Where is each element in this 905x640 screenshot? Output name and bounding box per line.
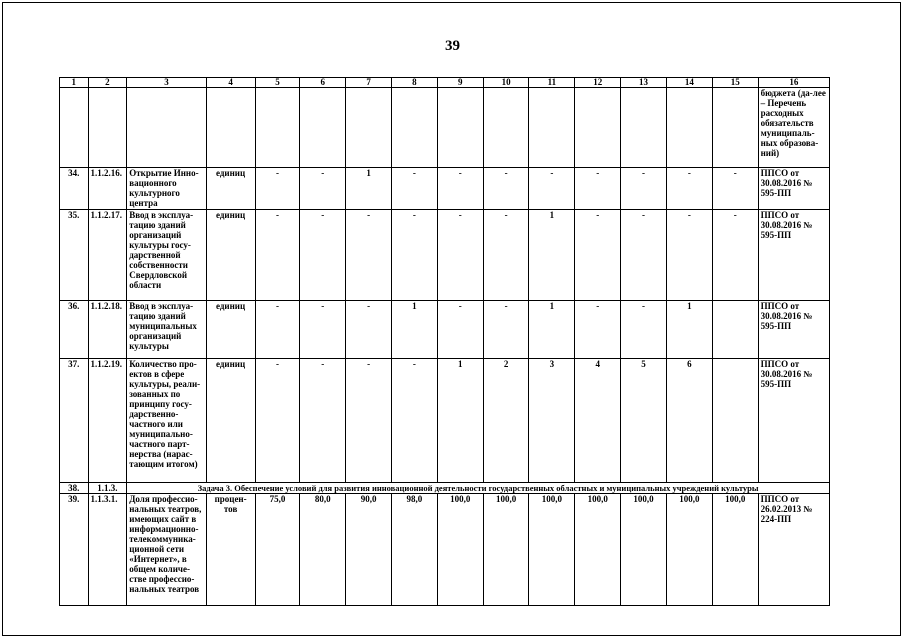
table-row <box>60 88 830 168</box>
value-cell: - <box>666 210 712 301</box>
value-cell: - <box>255 210 300 301</box>
value-cell: - <box>255 168 300 210</box>
unit-cell: единиц <box>206 359 255 483</box>
value-cell: 6 <box>666 359 712 483</box>
indicator-name: Доля профессио-нальных театров, имеющих сайт в информационно-телекоммуника-ционной сети «Интернет», в общем количе-стве профессио-нальных театров <box>127 494 206 606</box>
value-cell: 3 <box>529 359 575 483</box>
header-cell: 16 <box>758 78 829 88</box>
header-cell: 11 <box>529 78 575 88</box>
value-cell: - <box>300 210 346 301</box>
value-cell: - <box>300 359 346 483</box>
value-cell: 100,0 <box>575 494 621 606</box>
indicator-name: Ввод в эксплуа-тацию зданий организаций культуры госу-дарственной собственности Свердловской области <box>127 210 206 301</box>
row-code: 1.1.3. <box>88 483 127 494</box>
indicator-table <box>59 77 830 606</box>
value-cell: - <box>712 168 758 210</box>
indicator-name: Открытие Инно-вационного культурного центра <box>127 168 206 210</box>
row-code: 1.1.2.18. <box>88 301 127 359</box>
cell-text: бюджета (да-лее – Перечень расходных обязательств муниципаль-ных образова-ний) <box>758 88 829 168</box>
value-cell: - <box>483 210 529 301</box>
row-code: 1.1.2.19. <box>88 359 127 483</box>
value-cell: - <box>712 210 758 301</box>
unit-cell: единиц <box>206 168 255 210</box>
value-cell: 2 <box>483 359 529 483</box>
row-number: 36. <box>60 301 89 359</box>
value-cell: - <box>346 301 392 359</box>
value-cell: - <box>529 168 575 210</box>
table-row <box>60 210 830 301</box>
value-cell: - <box>392 359 438 483</box>
value-cell: - <box>392 168 438 210</box>
header-cell: 2 <box>88 78 127 88</box>
table-row <box>60 168 830 210</box>
row-code: 1.1.2.16. <box>88 168 127 210</box>
value-cell: - <box>621 210 667 301</box>
value-cell: 1 <box>529 301 575 359</box>
value-cell: 90,0 <box>346 494 392 606</box>
task-row <box>60 483 830 494</box>
value-cell: - <box>300 301 346 359</box>
value-cell: - <box>483 168 529 210</box>
header-cell: 5 <box>255 78 300 88</box>
value-cell: 1 <box>346 168 392 210</box>
header-cell: 6 <box>300 78 346 88</box>
header-cell: 4 <box>206 78 255 88</box>
value-cell: - <box>621 301 667 359</box>
value-cell: - <box>437 168 483 210</box>
value-cell: - <box>437 301 483 359</box>
value-cell: - <box>575 301 621 359</box>
row-number: 39. <box>60 494 89 606</box>
header-cell: 13 <box>621 78 667 88</box>
value-cell: - <box>346 359 392 483</box>
legal-doc: ППСО от 30.08.2016 № 595-ПП <box>758 210 829 301</box>
row-number: 34. <box>60 168 89 210</box>
header-cell: 14 <box>666 78 712 88</box>
unit-cell: единиц <box>206 301 255 359</box>
legal-doc: ППСО от 30.08.2016 № 595-ПП <box>758 168 829 210</box>
row-number: 37. <box>60 359 89 483</box>
value-cell: 100,0 <box>437 494 483 606</box>
value-cell: 1 <box>529 210 575 301</box>
row-code: 1.1.2.17. <box>88 210 127 301</box>
header-row <box>60 78 830 88</box>
value-cell: - <box>392 210 438 301</box>
value-cell: 75,0 <box>255 494 300 606</box>
header-cell: 3 <box>127 78 206 88</box>
value-cell: 100,0 <box>529 494 575 606</box>
value-cell: - <box>255 359 300 483</box>
task-title: Задача 3. Обеспечение условий для развития инновационной деятельности государственных областных и муниципальных учреждений культуры <box>127 483 830 494</box>
header-cell: 1 <box>60 78 89 88</box>
value-cell: - <box>575 210 621 301</box>
value-cell: 100,0 <box>483 494 529 606</box>
legal-doc: ППСО от 30.08.2016 № 595-ПП <box>758 301 829 359</box>
header-cell: 10 <box>483 78 529 88</box>
legal-doc: ППСО от 30.08.2016 № 595-ПП <box>758 359 829 483</box>
value-cell: - <box>575 168 621 210</box>
value-cell: - <box>666 168 712 210</box>
header-cell: 9 <box>437 78 483 88</box>
value-cell: 1 <box>666 301 712 359</box>
value-cell <box>712 359 758 483</box>
value-cell: 1 <box>437 359 483 483</box>
value-cell: - <box>483 301 529 359</box>
page-number: 39 <box>445 38 460 54</box>
value-cell: - <box>437 210 483 301</box>
table-row <box>60 494 830 606</box>
unit-cell: единиц <box>206 210 255 301</box>
value-cell <box>712 301 758 359</box>
table-row <box>60 359 830 483</box>
value-cell: 80,0 <box>300 494 346 606</box>
header-cell: 12 <box>575 78 621 88</box>
value-cell: 100,0 <box>712 494 758 606</box>
row-number: 38. <box>60 483 89 494</box>
indicator-name: Количество про-ектов в сфере культуры, реали-зованных по принципу госу-дарственно-частного или муниципально-частного парт-нерства (нарас-тающим итогом) <box>127 359 206 483</box>
indicator-name: Ввод в эксплуа-тацию зданий муниципальных организаций культуры <box>127 301 206 359</box>
header-cell: 15 <box>712 78 758 88</box>
header-cell: 8 <box>392 78 438 88</box>
header-cell: 7 <box>346 78 392 88</box>
value-cell: 1 <box>392 301 438 359</box>
value-cell: 100,0 <box>666 494 712 606</box>
value-cell: - <box>346 210 392 301</box>
row-number: 35. <box>60 210 89 301</box>
value-cell: 4 <box>575 359 621 483</box>
value-cell: 100,0 <box>621 494 667 606</box>
value-cell: - <box>300 168 346 210</box>
value-cell: - <box>621 168 667 210</box>
value-cell: 5 <box>621 359 667 483</box>
value-cell: - <box>255 301 300 359</box>
legal-doc: ППСО от 26.02.2013 № 224-ПП <box>758 494 829 606</box>
value-cell: 98,0 <box>392 494 438 606</box>
unit-cell: процен-тов <box>206 494 255 606</box>
row-code: 1.1.3.1. <box>88 494 127 606</box>
table-row <box>60 301 830 359</box>
